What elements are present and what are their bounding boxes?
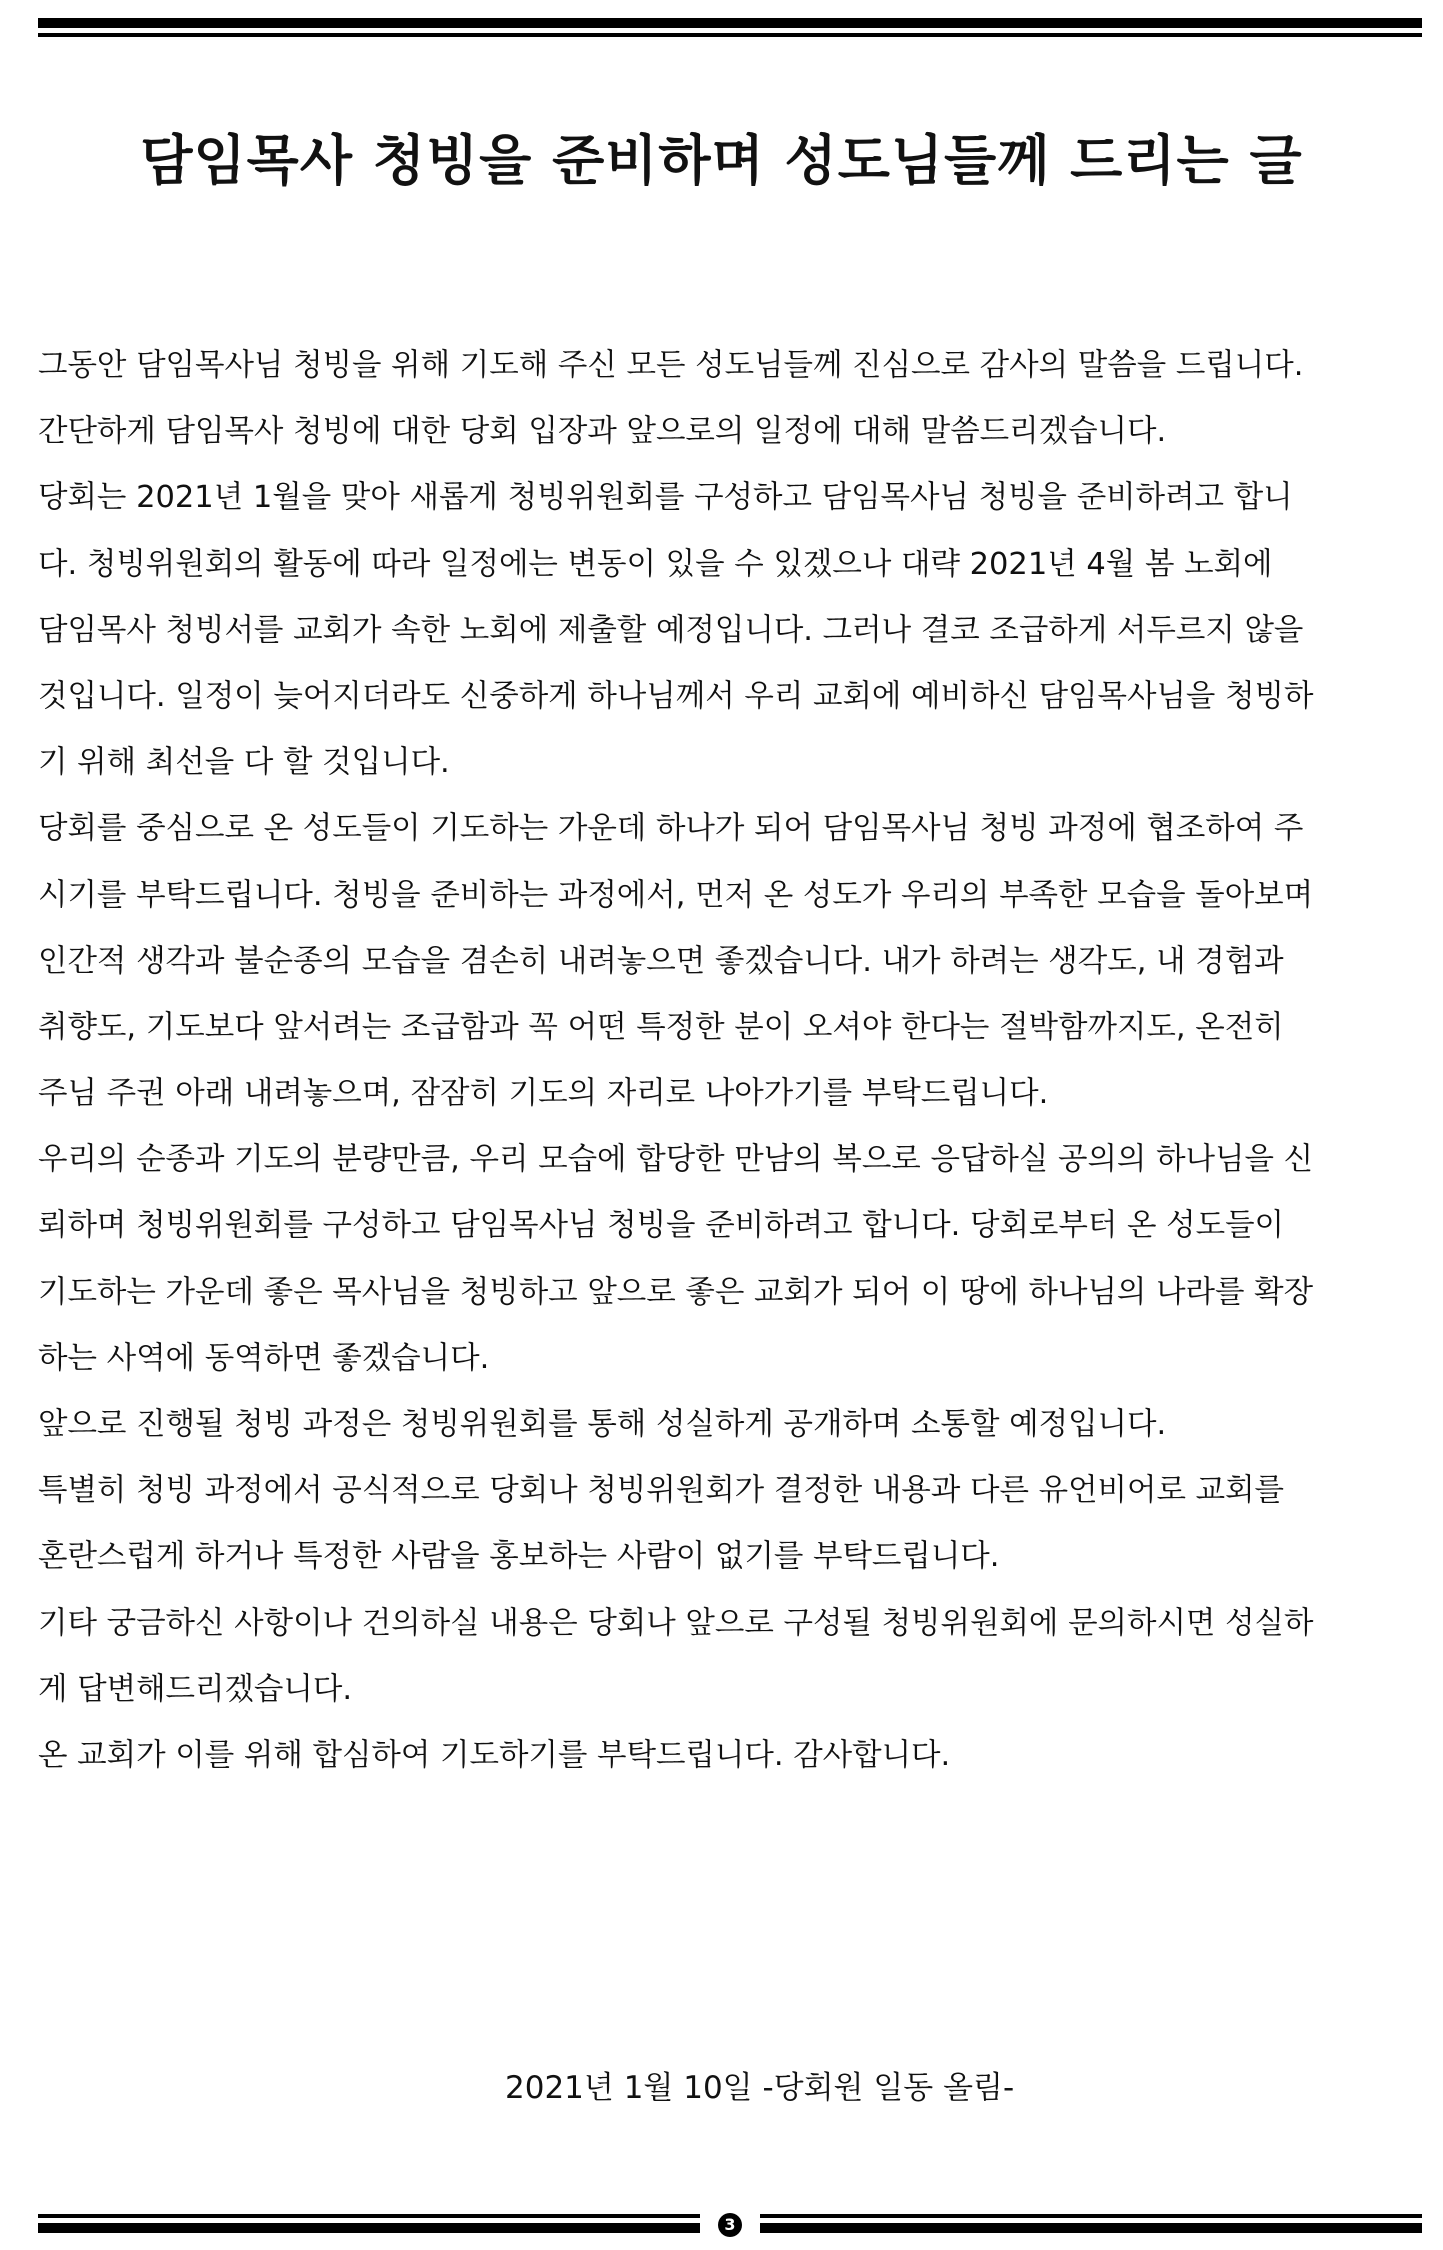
bottom-border-thin-line — [760, 2214, 1422, 2218]
body-line: 특별히 청빙 과정에서 공식적으로 당회나 청빙위원회가 결정한 내용과 다른 유언비어로 교회를 — [38, 1473, 1285, 1509]
body-line: 기타 궁금하신 사항이나 건의하실 내용은 당회나 앞으로 구성될 청빙위원회에 문의하시면 성실하 — [38, 1605, 1314, 1641]
top-border-rule — [38, 18, 1422, 40]
bottom-border-thin-line — [38, 2214, 700, 2218]
body-line: 간단하게 담임목사 청빙에 대한 당회 입장과 앞으로의 일정에 대해 말씀드리겠습니다. — [38, 414, 1167, 450]
page-title: 담임목사 청빙을 준비하며 성도님들께 드리는 글 — [140, 129, 1303, 192]
body-line: 당회를 중심으로 온 성도들이 기도하는 가운데 하나가 되어 담임목사님 청빙 과정에 협조하여 주 — [38, 811, 1304, 847]
body-line: 당회는 2021년 1월을 맞아 새롭게 청빙위원회를 구성하고 담임목사님 청빙을 준비하려고 합니 — [38, 480, 1293, 516]
body-line: 기도하는 가운데 좋은 목사님을 청빙하고 앞으로 좋은 교회가 되어 이 땅에 하나님의 나라를 확장 — [38, 1274, 1314, 1310]
body-line: 뢰하며 청빙위원회를 구성하고 담임목사님 청빙을 준비하려고 합니다. 당회로부터 온 성도들이 — [38, 1208, 1285, 1244]
bottom-border-left — [38, 2213, 700, 2235]
signature-line: 2021년 1월 10일 -당회원 일동 올림- — [505, 2070, 1015, 2106]
body-line: 담임목사 청빙서를 교회가 속한 노회에 제출할 예정입니다. 그러나 결코 조급하게 서두르지 않을 — [38, 612, 1304, 648]
body-line: 온 교회가 이를 위해 합심하여 기도하기를 부탁드립니다. 감사합니다. — [38, 1737, 951, 1773]
bottom-border-rule — [38, 2213, 1422, 2235]
body-line: 인간적 생각과 불순종의 모습을 겸손히 내려놓으면 좋겠습니다. 내가 하려는 생각도, 내 경험과 — [38, 943, 1284, 979]
body-line: 취향도, 기도보다 앞서려는 조급함과 꼭 어떤 특정한 분이 오셔야 한다는 절박함까지도, 온전히 — [38, 1009, 1284, 1045]
body-line: 혼란스럽게 하거나 특정한 사람을 홍보하는 사람이 없기를 부탁드립니다. — [38, 1539, 1000, 1575]
body-line: 게 답변해드리겠습니다. — [38, 1671, 353, 1707]
body-line: 주님 주권 아래 내려놓으며, 잠잠히 기도의 자리로 나아가기를 부탁드립니다. — [38, 1076, 1049, 1112]
bottom-border-right — [760, 2213, 1422, 2235]
body-line: 것입니다. 일정이 늦어지더라도 신중하게 하나님께서 우리 교회에 예비하신 담임목사님을 청빙하 — [38, 678, 1314, 714]
body-line: 다. 청빙위원회의 활동에 따라 일정에는 변동이 있을 수 있겠으나 대략 2021년 4월 봄 노회에 — [38, 546, 1273, 582]
bottom-border-thick-line — [760, 2223, 1422, 2233]
top-border-thick-line — [38, 18, 1422, 28]
body-line: 기 위해 최선을 다 할 것입니다. — [38, 745, 450, 781]
body-line: 우리의 순종과 기도의 분량만큼, 우리 모습에 합당한 만남의 복으로 응답하실 공의의 하나님을 신 — [38, 1142, 1314, 1178]
body-line: 하는 사역에 동역하면 좋겠습니다. — [38, 1340, 490, 1376]
page-number-badge: 3 — [718, 2213, 742, 2237]
top-border-thin-line — [38, 33, 1422, 37]
letter-body — [38, 333, 1418, 1789]
body-line: 시기를 부탁드립니다. 청빙을 준비하는 과정에서, 먼저 온 성도가 우리의 부족한 모습을 돌아보며 — [38, 877, 1314, 913]
body-line: 앞으로 진행될 청빙 과정은 청빙위원회를 통해 성실하게 공개하며 소통할 예정입니다. — [38, 1407, 1167, 1442]
bottom-border-thick-line — [38, 2223, 700, 2233]
body-line: 그동안 담임목사님 청빙을 위해 기도해 주신 모든 성도님들께 진심으로 감사의 말씀을 드립니다. — [38, 348, 1304, 383]
